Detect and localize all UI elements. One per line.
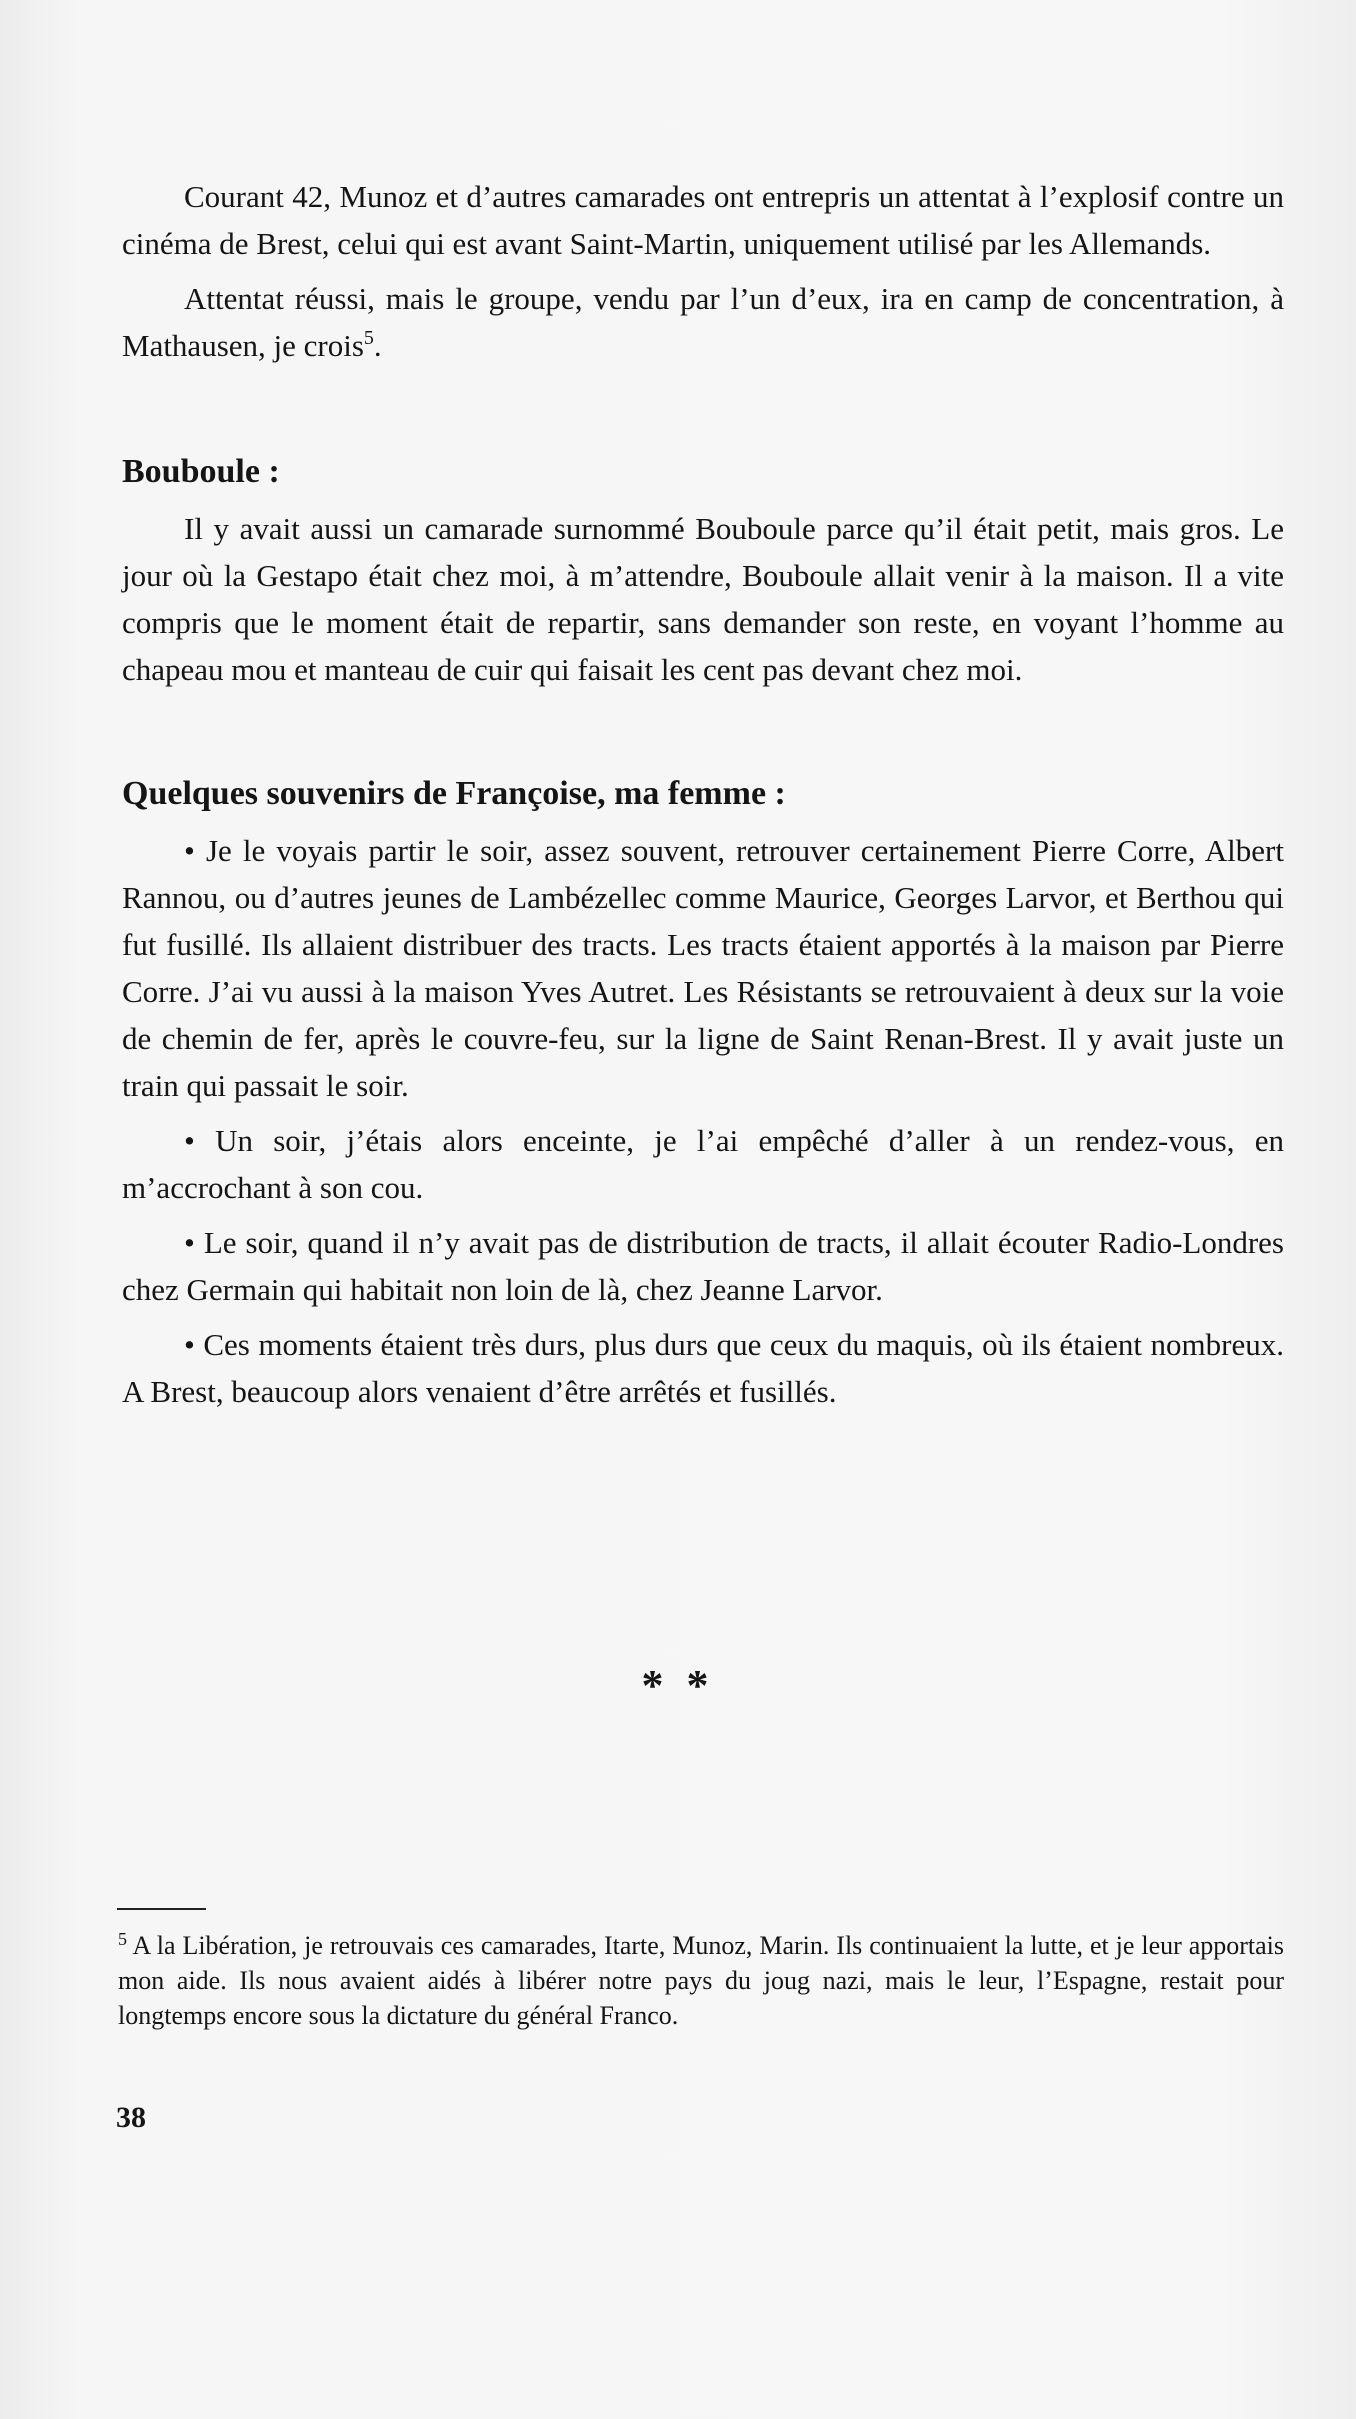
footnote-reference[interactable]: 5 bbox=[363, 327, 374, 349]
footnote-5 bbox=[118, 1928, 1284, 2033]
memory-item-tracts: • Je le voyais partir le soir, assez souvent, retrouver certainement Pierre Corre, Albert Rannou, ou d’autres jeunes de Lambézellec comme Maurice, Georges Larvor, et Berthou qui fut fusillé. Ils allaient distribuer des tracts. Les tracts étaient apportés à la maison par Pierre Corre. J’ai vu aussi à la maison Yves Autret. Les Résistants se retrouvaient à deux sur la voie de chemin de fer, après le couvre-feu, sur la ligne de Saint Renan-Brest. Il y avait juste un train qui passait le soir. bbox=[122, 833, 1284, 1103]
opening-text bbox=[122, 173, 1284, 369]
bouboule-section bbox=[122, 505, 1284, 693]
footnote-text: A la Libération, je retrouvais ces camarades, Itarte, Munoz, Marin. Ils continuaient la lutte, et je leur apportais mon aide. Ils nous avaient aidés à libérer notre pays du joug nazi, mais le leur, l’Espagne, restait pour longtemps encore sous la dictature du général Franco. bbox=[118, 1931, 1284, 2030]
heading-bouboule: Bouboule : bbox=[122, 453, 280, 490]
paragraph-attack-outcome bbox=[122, 275, 1284, 369]
paragraph-bouboule: Il y avait aussi un camarade surnommé Bouboule parce qu’il était petit, mais gros. Le jour où la Gestapo était chez moi, à m’attendre, Bouboule allait venir à la maison. Il a vite compris que le moment était de repartir, sans demander son reste, en voyant l’homme au chapeau mou et manteau de cuir qui faisait les cent pas devant chez moi. bbox=[122, 511, 1284, 687]
page-number: 38 bbox=[116, 2101, 146, 2134]
memory-item-hard-times: • Ces moments étaient très durs, plus durs que ceux du maquis, où ils étaient nombreux. A Brest, beaucoup alors venaient d’être arrêtés et fusillés. bbox=[122, 1327, 1284, 1409]
footnote-divider bbox=[117, 1908, 206, 1910]
paragraph-attack-outcome-text: Attentat réussi, mais le groupe, vendu par l’un d’eux, ira en camp de concentration, à Mathausen, je crois bbox=[122, 281, 1284, 363]
francoise-section bbox=[122, 827, 1284, 1415]
footnote-marker: 5 bbox=[118, 1929, 127, 1949]
memory-item-radio-londres: • Le soir, quand il n’y avait pas de distribution de tracts, il allait écouter Radio-Londres chez Germain qui habitait non loin de là, chez Jeanne Larvor. bbox=[122, 1225, 1284, 1307]
heading-francoise-memories: Quelques souvenirs de Françoise, ma femme : bbox=[122, 775, 786, 812]
memory-item-rendezvous: • Un soir, j’étais alors enceinte, je l’ai empêché d’aller à un rendez-vous, en m’accrochant à son cou. bbox=[122, 1123, 1284, 1205]
section-separator: * * bbox=[641, 1661, 715, 1710]
paragraph-attack-outcome-end: . bbox=[373, 328, 382, 363]
paragraph-munoz-attack: Courant 42, Munoz et d’autres camarades ont entrepris un attentat à l’explosif contre un cinéma de Brest, celui qui est avant Saint-Martin, uniquement utilisé par les Allemands. bbox=[122, 179, 1284, 261]
